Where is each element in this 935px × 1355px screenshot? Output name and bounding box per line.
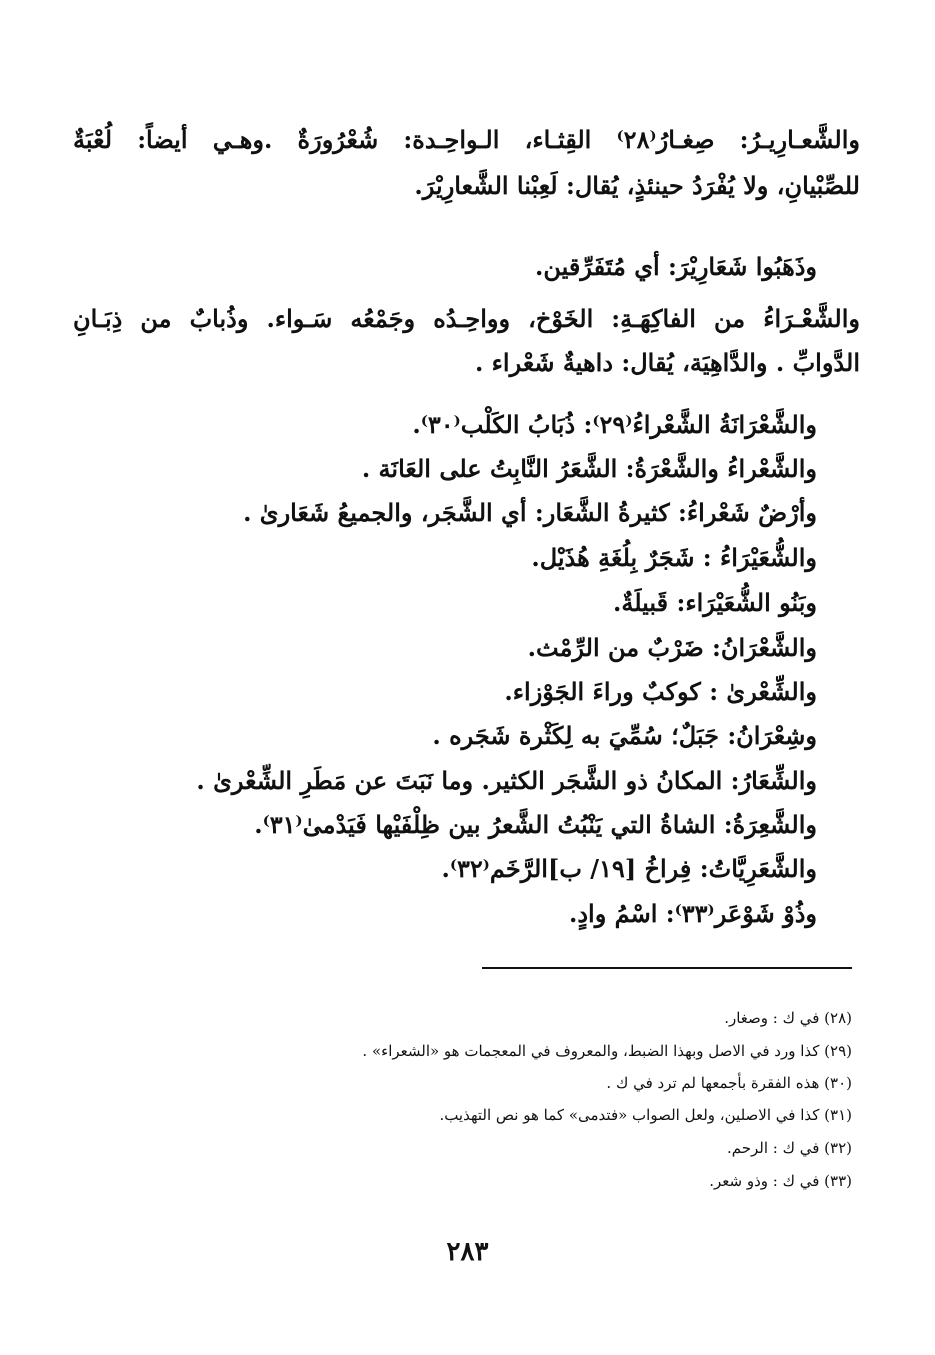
text-line-5: الدَّوابِّ . والدَّاهِيَة، يُقال: داهيةٌ شَعْراء . [474, 348, 860, 377]
text-line-13: وشِعْرَانُ: جَبَلٌ؛ سُمِّيَ به لِكَثْرة شَجَره . [432, 721, 817, 750]
footnote-32: (٣٢) في ك : الرحم. [726, 1139, 852, 1157]
text-line-16: والشَّعَرِيَّاتُ: فِراخُ [١٩/ ب]الرَّخَم⁽٣٢⁾. [441, 854, 817, 883]
footnote-divider [482, 967, 852, 969]
text-line-7: والشَّعْراءُ والشَّعْرَةُ: الشَّعَرُ النَّابِتُ على العَانَة . [361, 454, 817, 483]
text-line-17: وذُوْ شَوْعَر⁽٣٣⁾: اسْمُ وادٍ. [568, 899, 817, 928]
text-line-11: والشَّعْرَانُ: ضَرْبٌ من الرِّمْث. [527, 633, 817, 662]
text-line-8: وأرْضٌ شَعْراءُ: كثيرةُ الشَّعَار: أي الشَّجَر، والجميعُ شَعَارىٰ . [243, 498, 817, 527]
text-line-12: والشِّعْرىٰ : كوكبٌ وراءَ الجَوْزاء. [504, 677, 817, 706]
text-line-3: وذَهَبُوا شَعَارِيْرَ: أي مُتَفَرِّقين. [535, 252, 817, 281]
footnote-31: (٣١) كذا في الاصلين، ولعل الصواب «فتدمى» كما هو نص التهذيب. [439, 1106, 852, 1124]
footnote-28: (٢٨) في ك : وصغار. [724, 1009, 852, 1027]
text-line-15: والشَّعِرَةُ: الشاةُ التي يَنْبُتُ الشَّعرُ بين ظِلْفَيْها فَيَدْمىٰ⁽٣١⁾. [254, 810, 817, 839]
footnote-30: (٣٠) هذه الفقرة بأجمعها لم ترد في ك . [606, 1074, 852, 1092]
footnote-33: (٣٣) في ك : وذو شعر. [709, 1172, 852, 1190]
text-line-14: والشِّعَارُ: المكانُ ذو الشَّجَر الكثير. وما نَبَتَ عن مَطَرِ الشِّعْرىٰ . [196, 766, 817, 795]
text-line-6: والشَّعْرَانَةُ الشَّعْراءُ⁽٢٩⁾: ذُبَابُ الكَلْب⁽٣٠⁾. [412, 410, 817, 439]
text-line-10: وبَنُو الشُّعَيْرَاء: قَبيلَةٌ. [612, 588, 817, 617]
footnote-29: (٢٩) كذا ورد في الاصل وبهذا الضبط، والمعروف في المعجمات هو «الشعراء» . [362, 1042, 852, 1060]
text-line-1: والشَّعـارِيـرُ: صِغـارُ⁽٢٨⁾ القِثـاء، الـواحِـدة: شُعْرُورَةٌ .وهـي أيضاً: لُعْبَةٌ [73, 125, 860, 154]
page-number: ٢٨٣ [446, 1237, 489, 1267]
text-line-2: للصِّبْيانِ، ولا يُفْرَدُ حينئذٍ، يُقال: لَعِبْنا الشَّعارِيْرَ. [414, 171, 860, 200]
text-line-4: والشَّعْـرَاءُ من الفاكِهَـةِ: الخَوْخ، وواحِـدُه وجَمْعُه سَـواء. وذُبابٌ من ذِبَـانِ [73, 304, 860, 333]
text-line-9: والشُّعَيْرَاءُ : شَجَرٌ بِلُغَةِ هُذَيْل. [531, 543, 817, 572]
